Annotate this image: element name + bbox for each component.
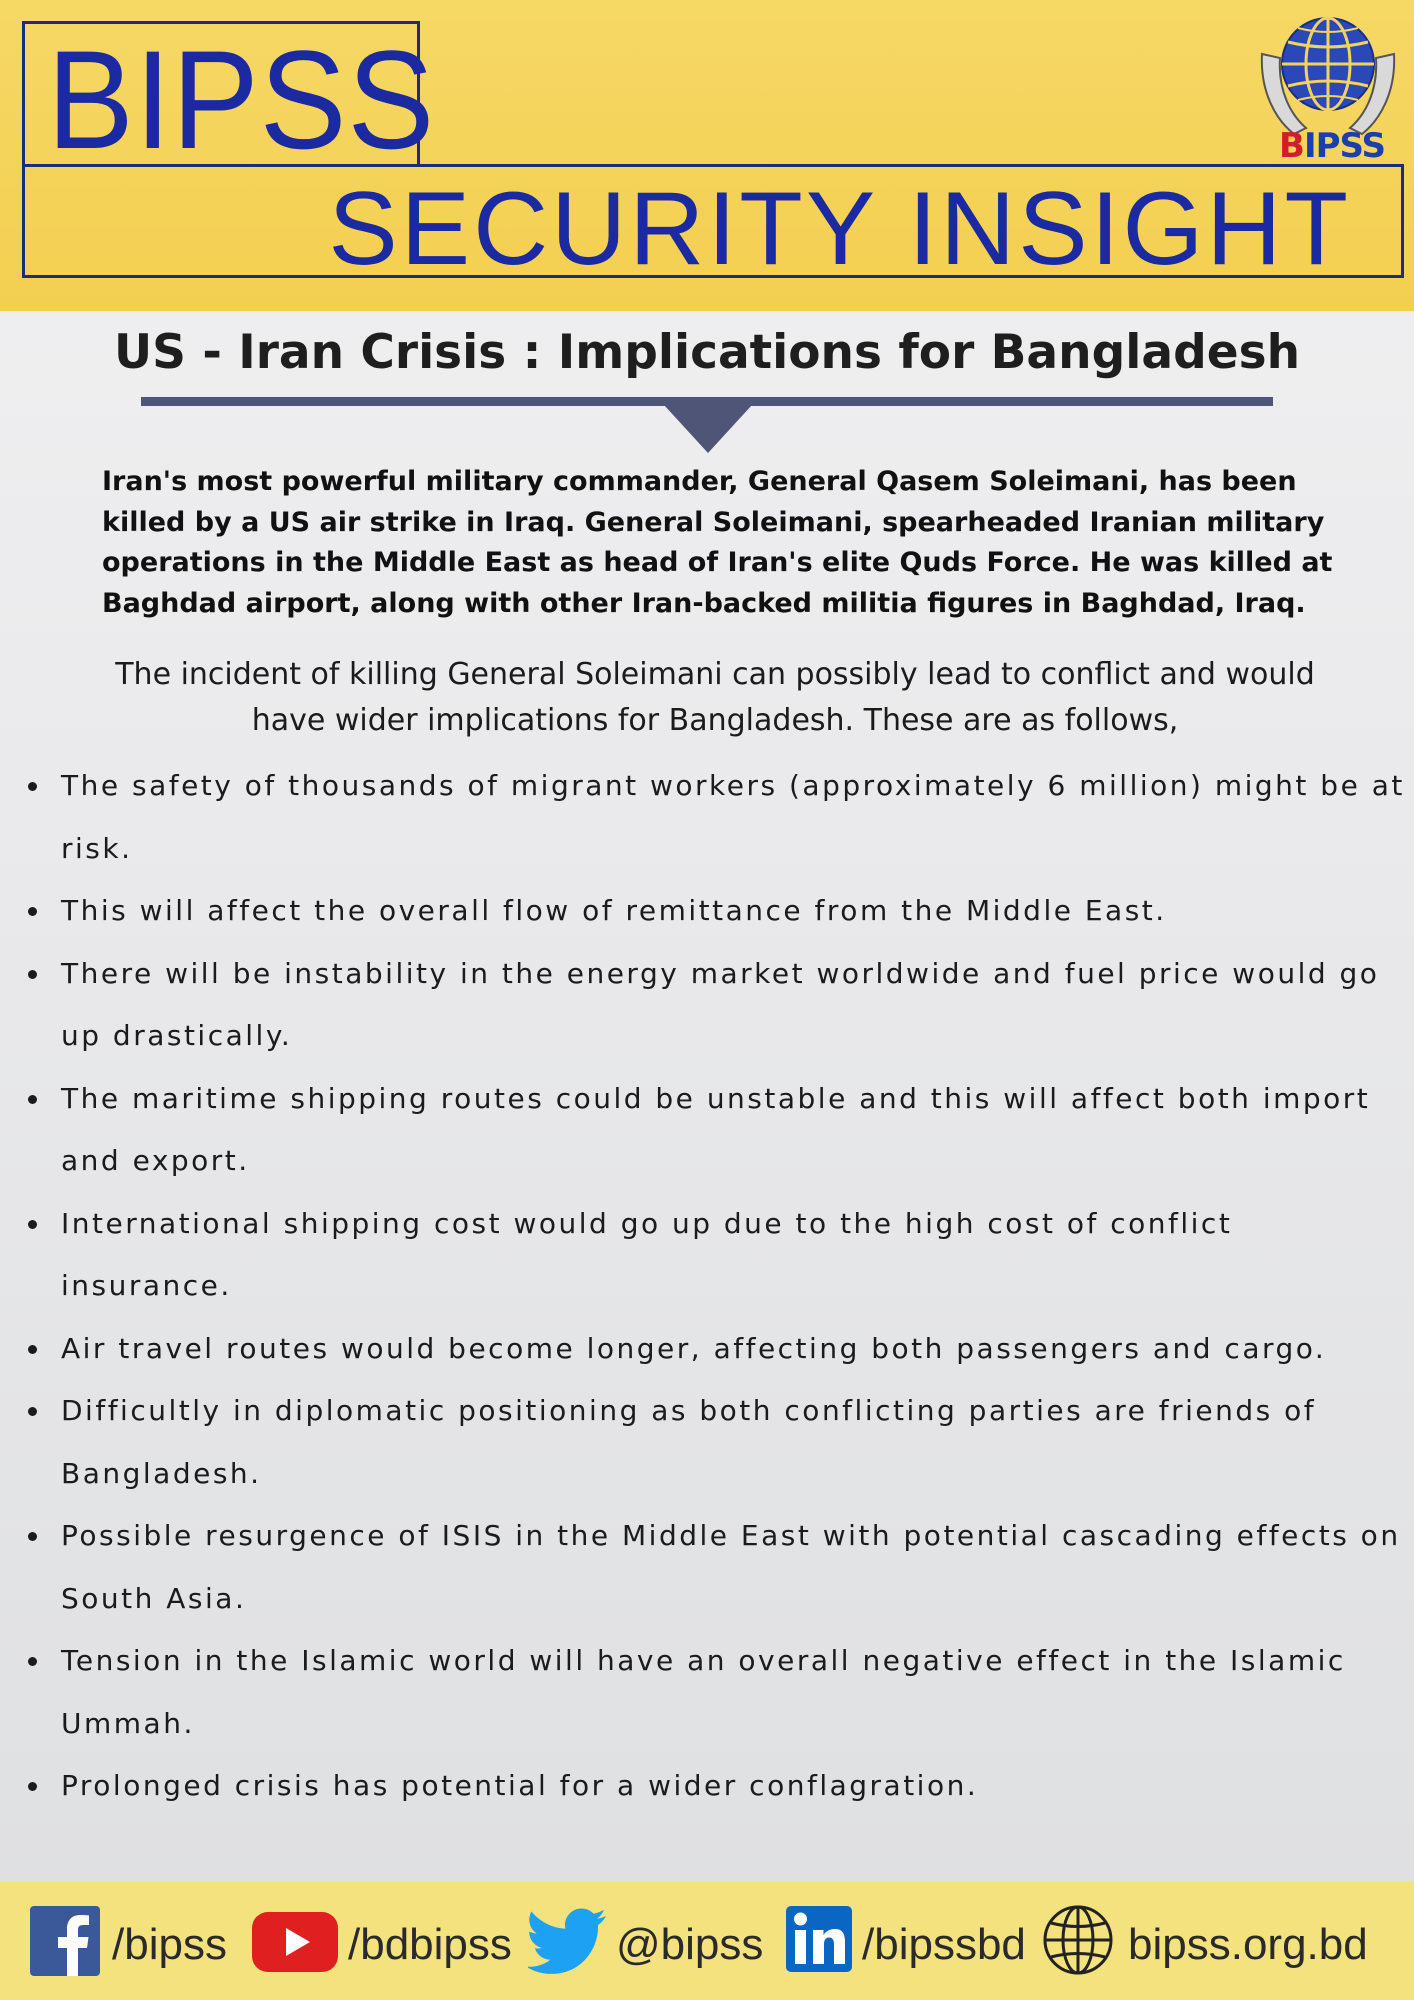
globe-icon (1042, 1904, 1114, 1976)
intro-paragraph: Iran's most powerful military commander, General Qasem Soleimani, has been killed by a US air strike in Iraq. General Soleimani, spearheaded Iranian military operations in the Middle East as head of Iran's elite Quds Force. He was killed at Baghdad airport, along with other Iran-backed militia figures in Baghdad, Iraq. (102, 466, 1333, 619)
facebook-icon (30, 1906, 100, 1976)
youtube-icon (252, 1912, 338, 1972)
list-item: This will affect the overall flow of remittance from the Middle East. (26, 880, 1406, 943)
lead-paragraph: The incident of killing General Soleimani can possibly lead to conflict and would have wider implications for Bangladesh. These are as follows, (115, 657, 1315, 738)
title-pointer-arrow (664, 405, 752, 453)
publication-subtitle: SECURITY INSIGHT (328, 171, 1351, 287)
list-item: Possible resurgence of ISIS in the Middle East with potential cascading effects on South Asia. (26, 1505, 1406, 1630)
website-url: bipss.org.bd (1128, 1920, 1368, 1969)
logo-wordmark: BIPSS (1279, 126, 1385, 166)
social-footer (0, 1882, 1414, 2000)
list-item: Prolonged crisis has potential for a wider conflagration. (26, 1755, 1406, 1818)
linkedin-handle: /bipssbd (862, 1920, 1026, 1969)
facebook-handle: /bipss (112, 1920, 227, 1969)
youtube-handle: /bdbipss (348, 1920, 512, 1969)
implications-list (26, 755, 1406, 1818)
twitter-icon (528, 1908, 608, 1976)
list-item: The safety of thousands of migrant workers (approximately 6 million) might be at risk. (26, 755, 1406, 880)
list-item: The maritime shipping routes could be unstable and this will affect both import and export. (26, 1068, 1406, 1193)
list-item: International shipping cost would go up due to the high cost of conflict insurance. (26, 1193, 1406, 1318)
brand-box (22, 21, 436, 178)
twitter-handle: @bipss (616, 1920, 764, 1969)
list-item: Air travel routes would become longer, affecting both passengers and cargo. (26, 1318, 1406, 1381)
linkedin-icon (786, 1906, 852, 1972)
brand-name: BIPSS (47, 21, 436, 178)
list-item: There will be instability in the energy market worldwide and fuel price would go up drastically. (26, 943, 1406, 1068)
header-banner (0, 0, 1414, 311)
list-item: Difficultly in diplomatic positioning as both conflicting parties are friends of Bangladesh. (26, 1380, 1406, 1505)
list-item: Tension in the Islamic world will have an overall negative effect in the Islamic Ummah. (26, 1630, 1406, 1755)
subtitle-box (22, 164, 1404, 287)
page-title: US - Iran Crisis : Implications for Bangladesh (113, 325, 1301, 380)
